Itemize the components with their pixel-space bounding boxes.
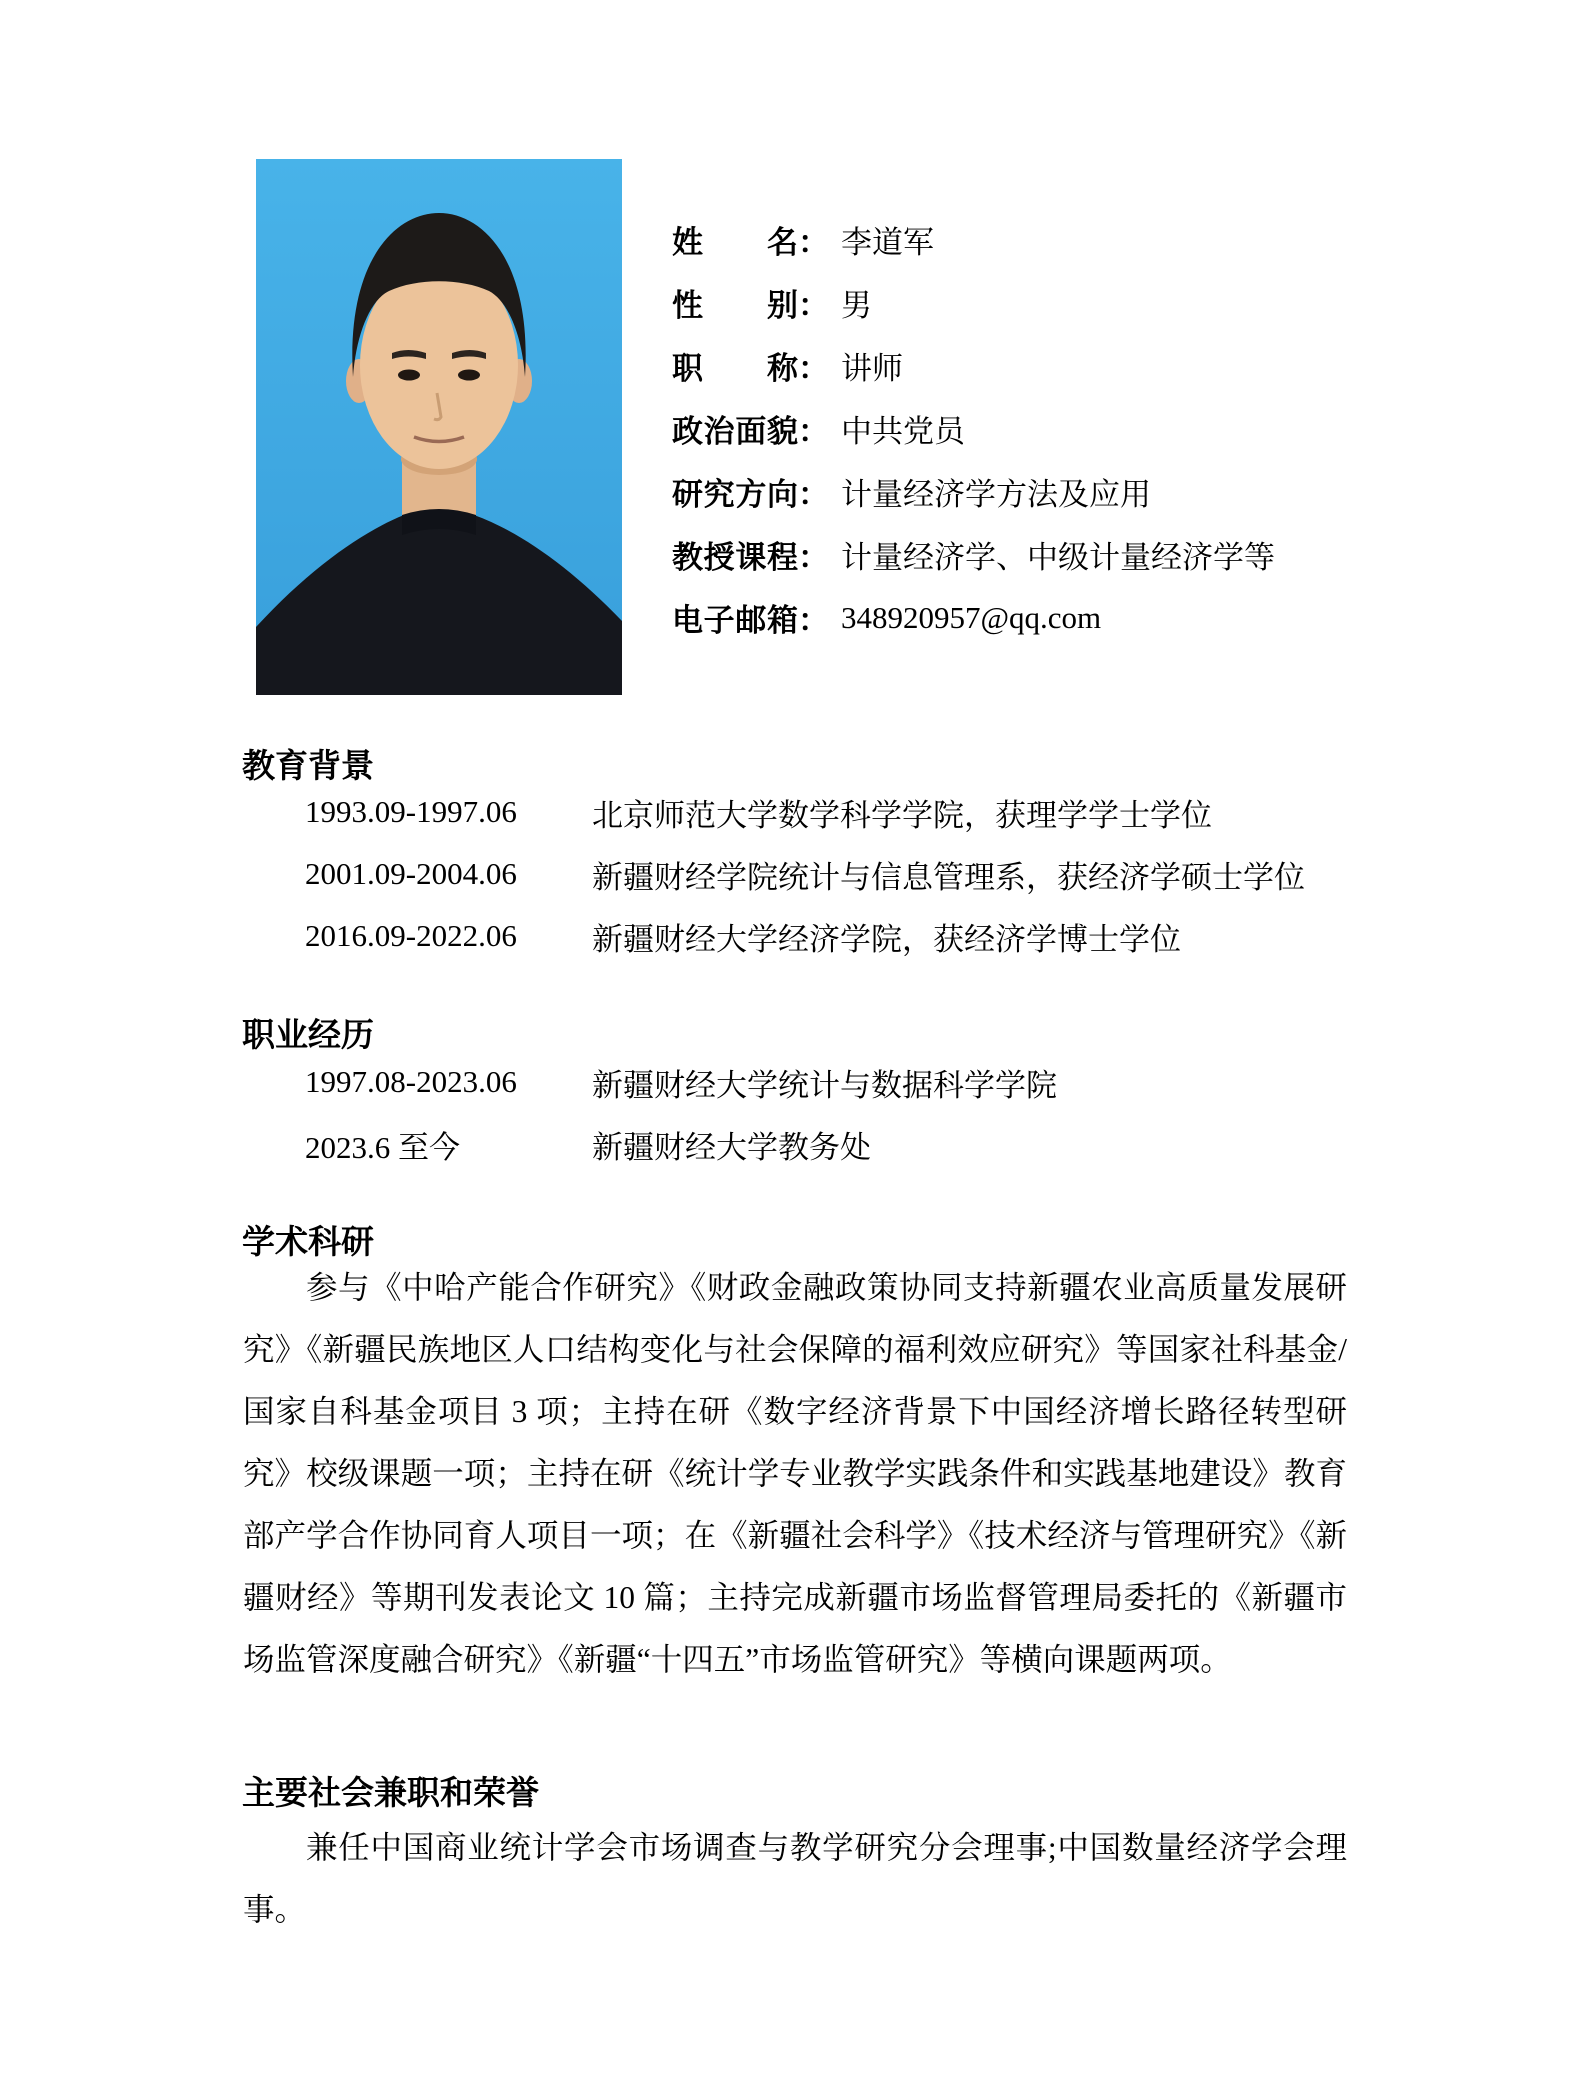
- education-period: 1993.09-1997.06: [305, 794, 517, 829]
- career-row: [305, 1113, 1057, 1175]
- profile-field-gender: [672, 271, 1275, 334]
- research-paragraph: 参与《中哈产能合作研究》《财政金融政策协同支持新疆农业高质量发展研究》《新疆民族地区人口结构变化与社会保障的福利效应研究》等国家社科基金/国家自科基金项目 3 项；主持在研《数字经济背景下中国经济增长路径转型研究》校级课题一项；主持在研《统计学专业教学实践条件和实践基地建设》教育部产学合作协同育人项目一项；在《新疆社会科学》《技术经济与管理研究》《新疆财经》等期刊发表论文 10 篇；主持完成新疆市场监督管理局委托的《新疆市场监管深度融合研究》《新疆“十四五”市场监管研究》等横向课题两项。: [243, 1270, 1347, 1677]
- section-title-social: 主要社会兼职和荣誉: [242, 1776, 539, 1812]
- social-paragraph: 兼任中国商业统计学会市场调查与教学研究分会理事;中国数量经济学会理事。: [243, 1830, 1347, 1927]
- section-title-education: 教育背景: [242, 749, 374, 785]
- section-title-research: 学术科研: [242, 1225, 374, 1261]
- education-period: 2001.09-2004.06: [305, 856, 517, 891]
- section-title-career: 职业经历: [242, 1018, 374, 1054]
- field-value: 李道军: [841, 225, 934, 260]
- field-colon: ：: [798, 288, 829, 323]
- field-colon: ：: [798, 351, 829, 386]
- field-colon: ：: [798, 225, 829, 260]
- education-detail: 新疆财经学院统计与信息管理系，获经济学硕士学位: [592, 859, 1305, 895]
- field-label: 教授课程: [672, 540, 798, 575]
- field-colon: ：: [798, 414, 829, 449]
- profile-field-name: [672, 208, 1275, 271]
- field-value: 男: [841, 288, 872, 323]
- field-colon: ：: [798, 540, 829, 575]
- career-period: 2023.6 至今: [305, 1129, 460, 1165]
- career-row: [305, 1051, 1057, 1113]
- education-row: [305, 905, 1305, 967]
- education-detail: 北京师范大学数学科学学院，获理学学士学位: [592, 797, 1212, 833]
- field-label: 电子邮箱: [672, 603, 798, 638]
- education-detail: 新疆财经大学经济学院，获经济学博士学位: [592, 921, 1181, 957]
- profile-field-title: [672, 334, 1275, 397]
- portrait-eye-left: [398, 370, 420, 381]
- field-colon: ：: [798, 603, 829, 638]
- career-list: [305, 1051, 1057, 1175]
- career-period: 1997.08-2023.06: [305, 1064, 517, 1099]
- field-label: 性别: [672, 288, 798, 323]
- field-label: 职称: [672, 351, 798, 386]
- field-value: 中共党员: [841, 414, 965, 449]
- field-label: 政治面貌: [672, 414, 798, 449]
- education-row: [305, 843, 1305, 905]
- education-list: [305, 781, 1305, 967]
- field-value: 计量经济学、中级计量经济学等: [841, 540, 1275, 575]
- education-period: 2016.09-2022.06: [305, 918, 517, 953]
- profile-field-political-status: [672, 397, 1275, 460]
- field-value: 讲师: [841, 351, 903, 386]
- field-label: 研究方向: [672, 477, 798, 512]
- career-detail: 新疆财经大学统计与数据科学学院: [592, 1067, 1057, 1103]
- profile-field-research-direction: [672, 460, 1275, 523]
- field-value: 计量经济学方法及应用: [841, 477, 1151, 512]
- field-colon: ：: [798, 477, 829, 512]
- portrait-photo: [256, 159, 622, 695]
- portrait-eye-right: [458, 370, 480, 381]
- career-detail: 新疆财经大学教务处: [592, 1129, 871, 1165]
- profile-info: [672, 208, 1275, 649]
- profile-field-email: [672, 586, 1275, 649]
- profile-field-courses: [672, 523, 1275, 586]
- field-value: 348920957@qq.com: [841, 599, 1102, 635]
- education-row: [305, 781, 1305, 843]
- field-label: 姓名: [672, 225, 798, 260]
